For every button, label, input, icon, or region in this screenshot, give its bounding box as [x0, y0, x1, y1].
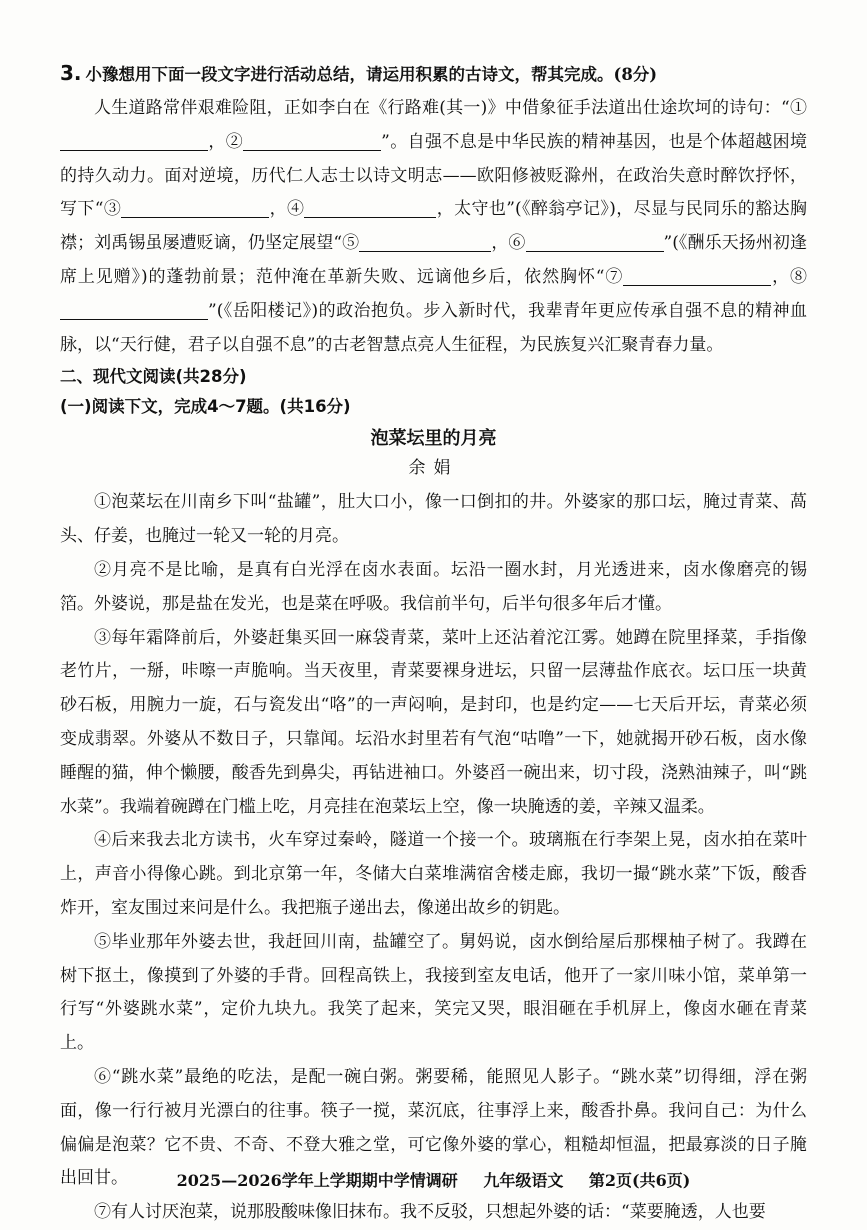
blank-label-1: ①: [789, 98, 807, 118]
fill-blank-6[interactable]: [526, 231, 664, 252]
section-heading: 二、现代文阅读(共28分): [60, 367, 247, 387]
question-3-passage: [60, 92, 807, 362]
passage-text: ”(《岳阳楼记》)的政治抱负。步入新时代，我辈青年更应传承自强不息的精神血脉，以“天行健，君子以自强不息”的古老智慧点亮人生征程，为民族复兴汇聚青春力量。: [60, 300, 807, 355]
fill-blank-4[interactable]: [304, 197, 436, 218]
article-paragraph-7: ⑦有人讨厌泡菜，说那股酸味像旧抹布。我不反驳，只想起外婆的话：“菜要腌透，人也要: [94, 1202, 766, 1223]
question-3-text: 小豫想用下面一段文字进行活动总结，请运用积累的古诗文，帮其完成。(8分): [85, 65, 658, 84]
article-author: 余娟: [408, 458, 459, 479]
passage-text: 人生道路常伴艰难险阻，正如李白在《行路难(其一)》中借象征手法道出仕途坎坷的诗句：“: [94, 98, 790, 118]
blank-label-3: ③: [103, 199, 122, 220]
fill-blank-3[interactable]: [121, 197, 269, 218]
passage-text: ”。自强不息是中华民族的精神基因，也是个体超越困境的持久动力。面对逆境，历代仁人志士以诗文明志——欧阳修被贬滁州，在政治失意时醉饮抒怀，写下“: [60, 131, 807, 220]
footer-page-number: 第2页(共6页): [588, 1171, 691, 1190]
blank-label-7: ⑦: [604, 266, 624, 287]
article-paragraph-1: ①泡菜坛在川南乡下叫“盐罐”，肚大口小，像一口倒扣的井。外婆家的那口坛，腌过青菜、萵头、仔姜，也腌过一轮又一轮的月亮。: [60, 492, 807, 547]
fill-blank-7[interactable]: [623, 265, 771, 286]
passage-text: ”(《酬乐天扬州初逢席上见赠》)的蓬勃前景；范仲淹在革新失败、远谪他乡后，依然胸怀“: [60, 233, 808, 287]
separator: ，: [269, 199, 287, 220]
blank-label-5: ⑤: [342, 233, 360, 254]
blank-label-6: ⑥: [508, 233, 526, 254]
question-3-stem: [60, 56, 807, 92]
article-paragraph-2: ②月亮不是比喻，是真有白光浮在卤水表面。坛沿一圈水封，月光透进来，卤水像磨亮的锡箔。外婆说，那是盐在发光，也是菜在呼吸。我信前半句，后半句很多年后才懂。: [60, 559, 807, 614]
page-footer: [0, 1168, 867, 1191]
subsection-heading: (一)阅读下文，完成4～7题。(共16分): [60, 397, 351, 417]
passage-text: ，太守也”(《醉翁亭记》)，尽显与民同乐的豁达胸襟；刘禹锡虽屡遭贬谪，仍坚定展望“: [60, 199, 808, 254]
fill-blank-1[interactable]: [60, 130, 208, 151]
blank-label-8: ⑧: [790, 266, 807, 287]
article-paragraph-4: ④后来我去北方读书，火车穿过秦岭，隧道一个接一个。玻璃瓶在行李架上晃，卤水拍在菜叶上，声音小得像心跳。到北京第一年，冬储大白菜堆满宿舍楼走廊，我切一撮“跳水菜”下饭，酸香炸开，室友围过来问是什么。我把瓶子递出去，像递出故乡的钥匙。: [60, 830, 807, 918]
fill-blank-8[interactable]: [60, 299, 208, 320]
article-paragraph-6: ⑥“跳水菜”最绝的吃法，是配一碗白粥。粥要稀，能照见人影子。“跳水菜”切得细，浮在粥面，像一行行被月光漂白的往事。筷子一搅，菜沉底，往事浮上来，酸香扑鼻。我问自己：为什么偏偏是泡菜？它不贵、不奇、不登大雅之堂，可它像外婆的掌心，粗糙却恒温，把最寡淡的日子腌出回甘。: [60, 1066, 807, 1189]
question-number: 3.: [60, 61, 82, 85]
blank-label-2: ②: [225, 131, 244, 152]
article-title: 泡菜坛里的月亮: [370, 428, 497, 450]
fill-blank-2[interactable]: [243, 130, 381, 151]
footer-term: 2025—2026学年上学期期中学情调研: [176, 1171, 458, 1190]
article-paragraph-5: ⑤毕业那年外婆去世，我赶回川南，盐罐空了。舅妈说，卤水倒给屋后那棵柚子树了。我蹲在树下抠土，像摸到了外婆的手背。回程高铁上，我接到室友电话，他开了一家川味小馆，菜单第一行写“外婆跳水菜”，定价九块九。我笑了起来，笑完又哭，眼泪砸在手机屏上，像卤水砸在青菜上。: [60, 931, 807, 1054]
separator: ，: [771, 266, 790, 287]
footer-subject: 九年级语文: [483, 1171, 564, 1190]
separator: ，: [491, 233, 509, 254]
fill-blank-5[interactable]: [359, 231, 491, 252]
blank-label-4: ④: [286, 199, 305, 220]
separator: ，: [208, 131, 226, 152]
article-paragraph-3: ③每年霜降前后，外婆赶集买回一麻袋青菜，菜叶上还沾着沱江雾。她蹲在院里择菜，手指像老竹片，一掰，咔嚓一声脆响。当天夜里，青菜要裸身进坛，只留一层薄盐作底衣。坛口压一块黄砂石板，用腕力一旋，石与瓷发出“咯”的一声闷响，是封印，也是约定——七天后开坛，青菜必须变成翡翠。外婆从不数日子，只靠闻。坛沿水封里若有气泡“咕噜”一下，她就揭开砂石板，卤水像睡醒的猫，伸个懒腰，酸香先到鼻尖，再钻进袖口。外婆舀一碗出来，切寸段，浇熟油辣子，叫“跳水菜”。我端着碗蹲在门槛上吃，月亮挂在泡菜坛上空，像一块腌透的姜，辛辣又温柔。: [60, 627, 807, 817]
